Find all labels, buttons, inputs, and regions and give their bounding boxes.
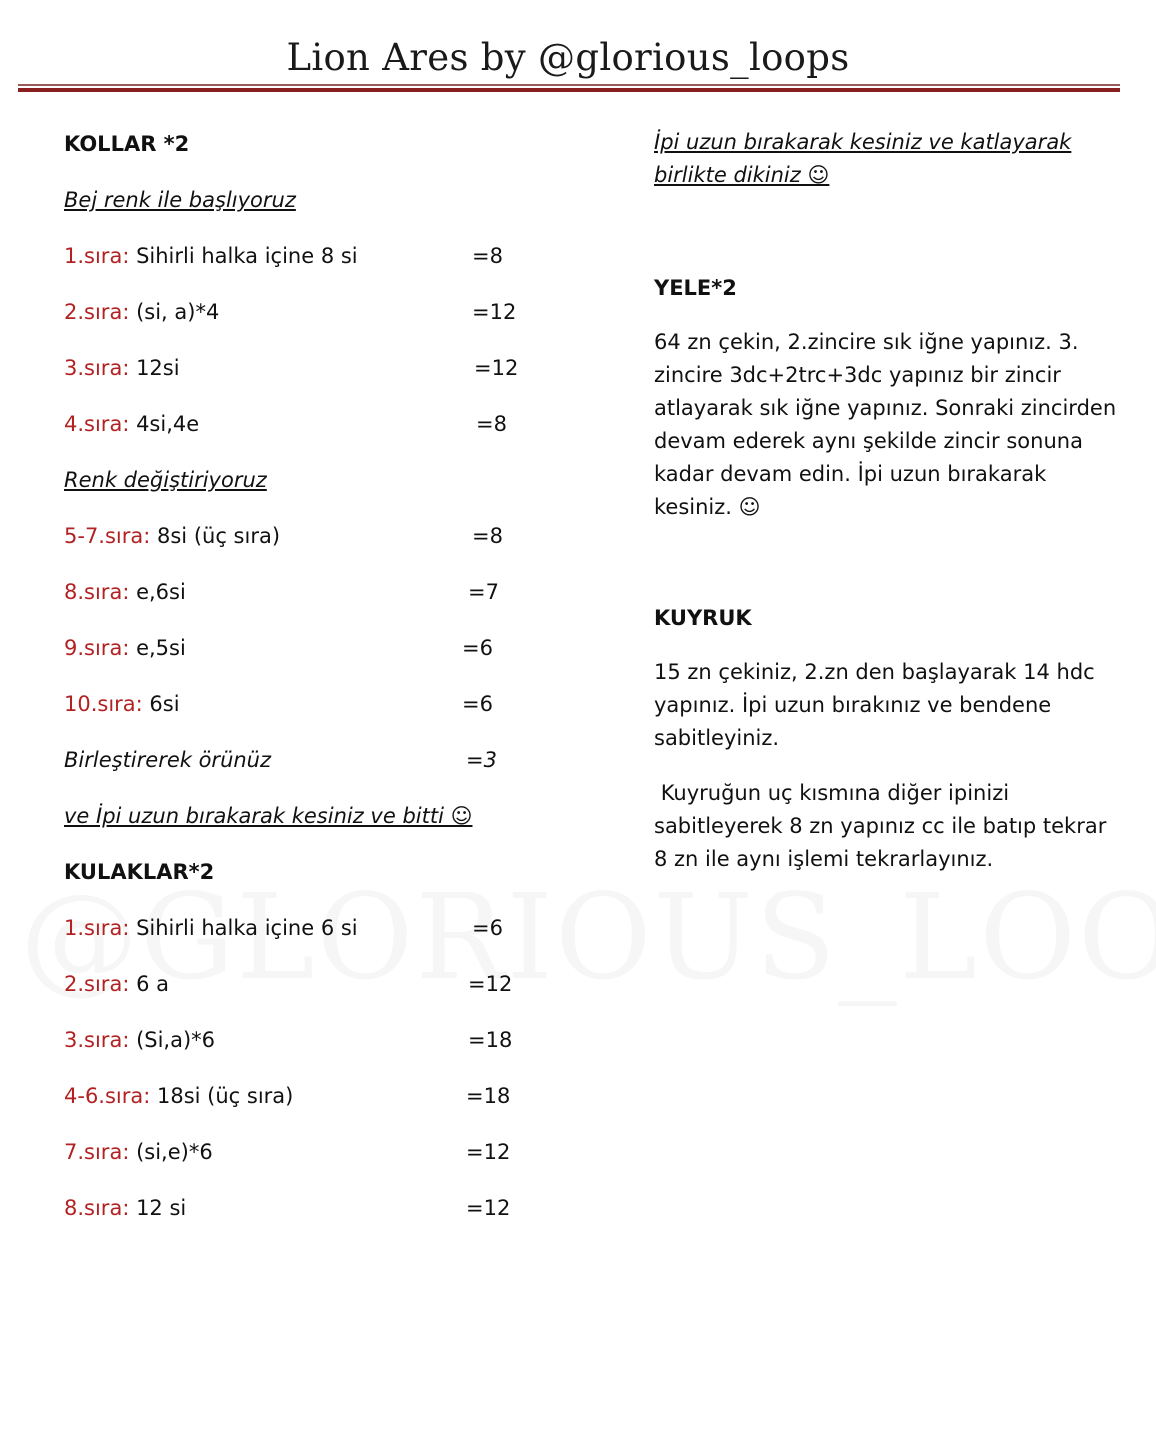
row-label: 5-7.sıra: [64, 524, 151, 548]
join-total: =3 [466, 748, 497, 772]
row-text: 12si [129, 356, 180, 380]
row-total: =6 [462, 692, 493, 716]
yele-instructions: 64 zn çekin, 2.zincire sık iğne yapınız. 3. zincire 3dc+2trc+3dc yapınız bir zincir atlayarak sık iğne yapınız. Sonraki zincirden devam ederek aynı şekilde zincir sonuna kadar devam edin. İpi uzun bırakarak kesiniz. ☺ [654, 330, 1117, 519]
kollar-row-4 [64, 406, 584, 462]
kulaklar-row-2 [64, 966, 584, 1022]
kulaklar-row-4-6 [64, 1078, 584, 1134]
row-label: 9.sıra: [64, 636, 130, 660]
row-total: =18 [468, 1028, 513, 1052]
row-label: 10.sıra: [64, 692, 143, 716]
yele-heading: YELE*2 [654, 276, 737, 300]
row-label: 1.sıra: [64, 244, 130, 268]
row-total: =12 [468, 972, 513, 996]
header-divider-thin [18, 84, 1120, 86]
row-total: =12 [472, 300, 517, 324]
color-change-note: Renk değiştiriyoruz [64, 468, 267, 492]
kollar-row-5-7 [64, 518, 584, 574]
kulaklar-row-7 [64, 1134, 584, 1190]
kollar-row-10 [64, 686, 584, 742]
kollar-row-2 [64, 294, 584, 350]
row-text: (si,e)*6 [129, 1140, 213, 1164]
row-label: 1.sıra: [64, 916, 130, 940]
kuyruk-heading: KUYRUK [654, 606, 752, 630]
row-text: e,5si [129, 636, 186, 660]
row-text: 18si (üç sıra) [150, 1084, 294, 1108]
row-text: Sihirli halka içine 8 si [129, 244, 358, 268]
row-text: e,6si [129, 580, 186, 604]
kuyruk-tip-instructions: Kuyruğun uç kısmına diğer ipinizi sabitleyerek 8 zn yapınız cc ile batıp tekrar 8 zn ile aynı işlemi tekrarlayınız. [654, 781, 1114, 871]
ears-finish-note: İpi uzun bırakarak kesiniz ve katlayarak birlikte dikiniz ☺ [654, 130, 1072, 187]
row-total: =7 [468, 580, 499, 604]
row-total: =6 [472, 916, 503, 940]
kollar-heading: KOLLAR *2 [64, 132, 190, 156]
row-label: 8.sıra: [64, 1196, 130, 1220]
join-text: Birleştirerek örünüz [64, 748, 272, 772]
row-text: (si, a)*4 [129, 300, 220, 324]
row-total: =8 [472, 244, 503, 268]
right-column [654, 126, 1124, 876]
kollar-row-9 [64, 630, 584, 686]
row-total: =8 [476, 412, 507, 436]
kollar-row-3 [64, 350, 584, 406]
kulaklar-row-8 [64, 1190, 584, 1246]
row-total: =8 [472, 524, 503, 548]
left-column [64, 126, 584, 1246]
kuyruk-instructions: 15 zn çekiniz, 2.zn den başlayarak 14 hdc yapınız. İpi uzun bırakınız ve bendene sabitleyiniz. [654, 660, 1095, 750]
row-label: 4.sıra: [64, 412, 130, 436]
kollar-end-note: ve İpi uzun bırakarak kesiniz ve bitti ☺ [64, 804, 473, 828]
row-total: =12 [466, 1196, 511, 1220]
kollar-row-8 [64, 574, 584, 630]
row-total: =12 [466, 1140, 511, 1164]
header-divider-thick [18, 88, 1120, 92]
row-text: (Si,a)*6 [129, 1028, 216, 1052]
row-label: 2.sıra: [64, 300, 130, 324]
row-label: 4-6.sıra: [64, 1084, 151, 1108]
kulaklar-row-1 [64, 910, 584, 966]
kollar-start-note: Bej renk ile başlıyoruz [64, 188, 296, 212]
row-text: 8si (üç sıra) [150, 524, 281, 548]
row-text: 6si [142, 692, 180, 716]
page-title: Lion Ares by @glorious_loops [286, 36, 850, 79]
kulaklar-heading: KULAKLAR*2 [64, 860, 215, 884]
kollar-join-row [64, 742, 584, 798]
row-text: 12 si [129, 1196, 187, 1220]
kulaklar-row-3 [64, 1022, 584, 1078]
row-label: 3.sıra: [64, 1028, 130, 1052]
row-text: 6 a [129, 972, 169, 996]
row-label: 8.sıra: [64, 580, 130, 604]
row-total: =12 [474, 356, 519, 380]
kollar-row-1 [64, 238, 584, 294]
row-text: 4si,4e [129, 412, 200, 436]
row-total: =18 [466, 1084, 511, 1108]
row-label: 3.sıra: [64, 356, 130, 380]
row-text: Sihirli halka içine 6 si [129, 916, 358, 940]
row-total: =6 [462, 636, 493, 660]
row-label: 2.sıra: [64, 972, 130, 996]
row-label: 7.sıra: [64, 1140, 130, 1164]
